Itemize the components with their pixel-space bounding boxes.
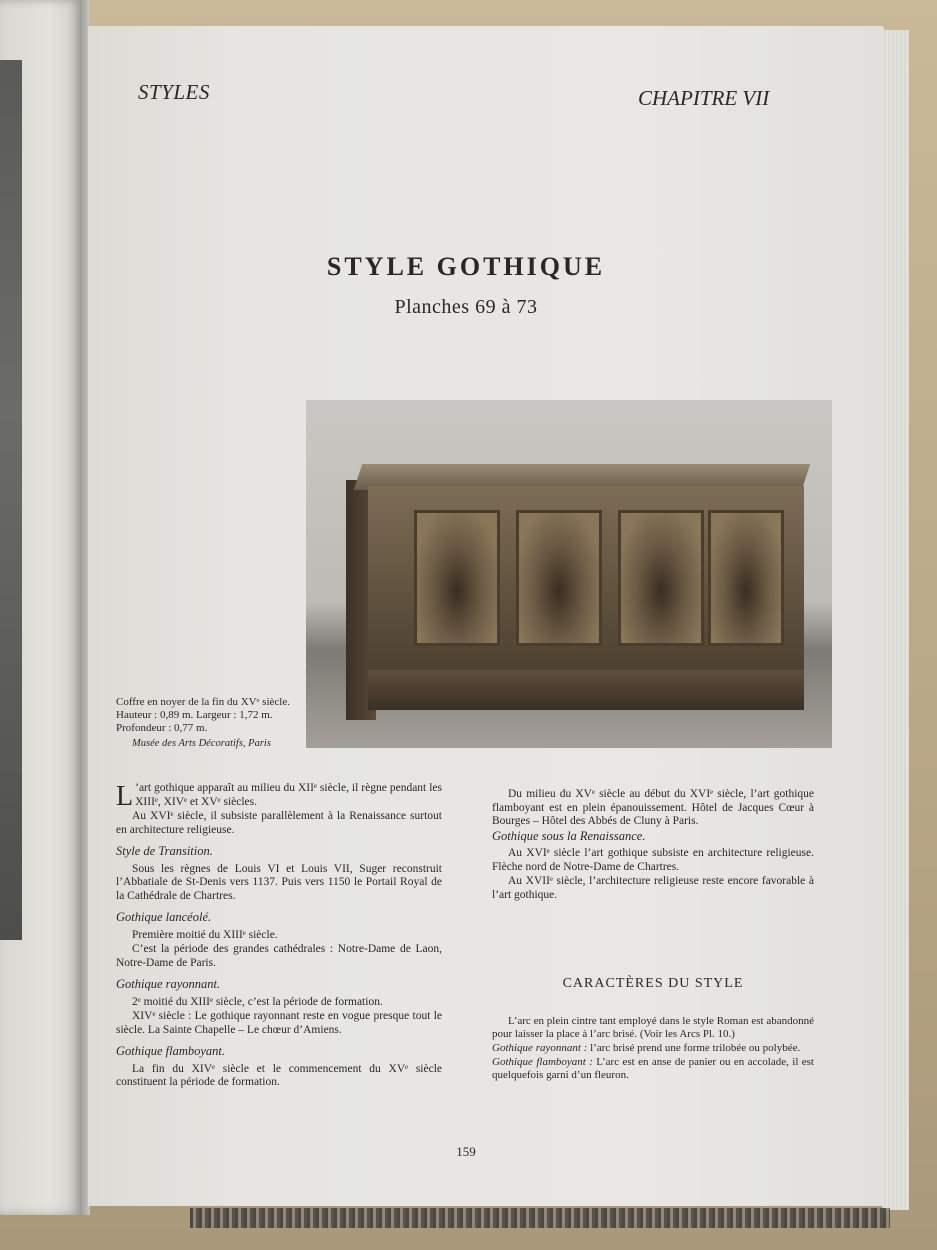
right-column — [492, 788, 814, 903]
paragraph: 2ᵉ moitié du XIIIᵉ siècle, c’est la période de formation. — [132, 995, 383, 1008]
paragraph: Sous les règnes de Louis VI et Louis VII, Suger reconstruit l’Abbatiale de St-Denis vers 1137. Puis vers 1150 le Portail Royal de la Cathédrale de Chartres. — [116, 862, 442, 902]
running-head-left: STYLES — [138, 80, 210, 104]
chest-panel — [618, 510, 704, 646]
drop-cap: L — [116, 781, 134, 812]
section-heading: Gothique lancéolé. — [116, 910, 212, 924]
characters-column — [492, 1015, 814, 1083]
italic-lead: Gothique rayonnant : — [492, 1042, 588, 1054]
page-stack-edge — [882, 30, 909, 1210]
intro-text: ’art gothique apparaît au milieu du XIIᵉ siècle, il règne pendant les XIIIᵉ, XIVᵉ et XVᵉ siècles. — [135, 782, 442, 808]
section-heading: Style de Transition. — [116, 844, 213, 858]
section-heading: Gothique flamboyant. — [116, 1044, 226, 1058]
chest-base — [368, 670, 804, 710]
book-page — [88, 26, 884, 1206]
facing-page-photo — [0, 60, 22, 940]
caption-line: Profondeur : 0,77 m. — [116, 722, 208, 734]
paragraph: C’est la période des grandes cathédrales : Notre-Dame de Laon, Notre-Dame de Paris. — [116, 943, 442, 969]
paragraph: Au XVIᵉ siècle l’art gothique subsiste en architecture religieuse. Flèche nord de Notre-Dame de Chartres. — [492, 847, 814, 873]
paragraph-text: L’arc est en anse de panier ou en accolade, il est quelquefois garni d’un fleuron. — [492, 1056, 814, 1081]
paragraph: Au XVIᵉ siècle, il subsiste parallèlement à la Renaissance surtout en architecture religieuse. — [116, 810, 442, 836]
paragraph: Du milieu du XVᵉ siècle au début du XVIᵉ siècle, l’art gothique flamboyant est en plein épanouissement. Hôtel de Jacques Cœur à Bourges – Hôtel des Abbés de Cluny à Paris. — [492, 788, 814, 827]
page-number: 159 — [456, 1144, 476, 1159]
page-subtitle: Planches 69 à 73 — [394, 296, 538, 318]
chest-panel — [516, 510, 602, 646]
page-title: STYLE GOTHIQUE — [326, 252, 606, 281]
italic-lead: Gothique flamboyant : — [492, 1056, 593, 1068]
facing-page — [0, 0, 82, 1215]
paragraph — [492, 1056, 814, 1082]
chest-panel — [414, 510, 500, 646]
paragraph: XIVᵉ siècle : Le gothique rayonnant reste en vogue presque tout le siècle. La Sainte Chapelle – Le chœur d’Amiens. — [116, 1010, 442, 1036]
caption-line: Coffre en noyer de la fin du XVᵉ siècle. — [116, 696, 290, 708]
photo-caption — [116, 696, 306, 735]
characters-heading: CARACTÈRES DU STYLE — [562, 976, 744, 991]
paragraph: L’arc en plein cintre tant employé dans le style Roman est abandonné pour laisser la place à l’arc brisé. (Voir les Arcs Pl. 10.) — [492, 1015, 814, 1040]
section-heading: Gothique rayonnant. — [116, 977, 221, 991]
caption-museum: Musée des Arts Décoratifs, Paris — [132, 738, 271, 749]
book-cover-strip — [190, 1208, 890, 1228]
intro-paragraph — [116, 781, 442, 812]
paragraph: Première moitié du XIIIᵉ siècle. — [132, 928, 278, 941]
caption-line: Hauteur : 0,89 m. Largeur : 1,72 m. — [116, 709, 273, 721]
gothic-chest-photo — [306, 400, 832, 748]
paragraph: La fin du XIVᵉ siècle et le commencement du XVᵉ siècle constituent la période de formation. — [116, 1062, 442, 1088]
section-heading: Gothique sous la Renaissance. — [492, 828, 646, 843]
paragraph: Au XVIIᵉ siècle, l’architecture religieuse reste encore favorable à l’art gothique. — [492, 875, 814, 901]
chest-panel — [708, 510, 784, 646]
running-head-right: CHAPITRE VII — [638, 86, 770, 110]
paragraph-text: l’arc brisé prend une forme trilobée ou polybée. — [587, 1042, 801, 1054]
paragraph — [492, 1042, 814, 1055]
left-column — [116, 782, 442, 1091]
